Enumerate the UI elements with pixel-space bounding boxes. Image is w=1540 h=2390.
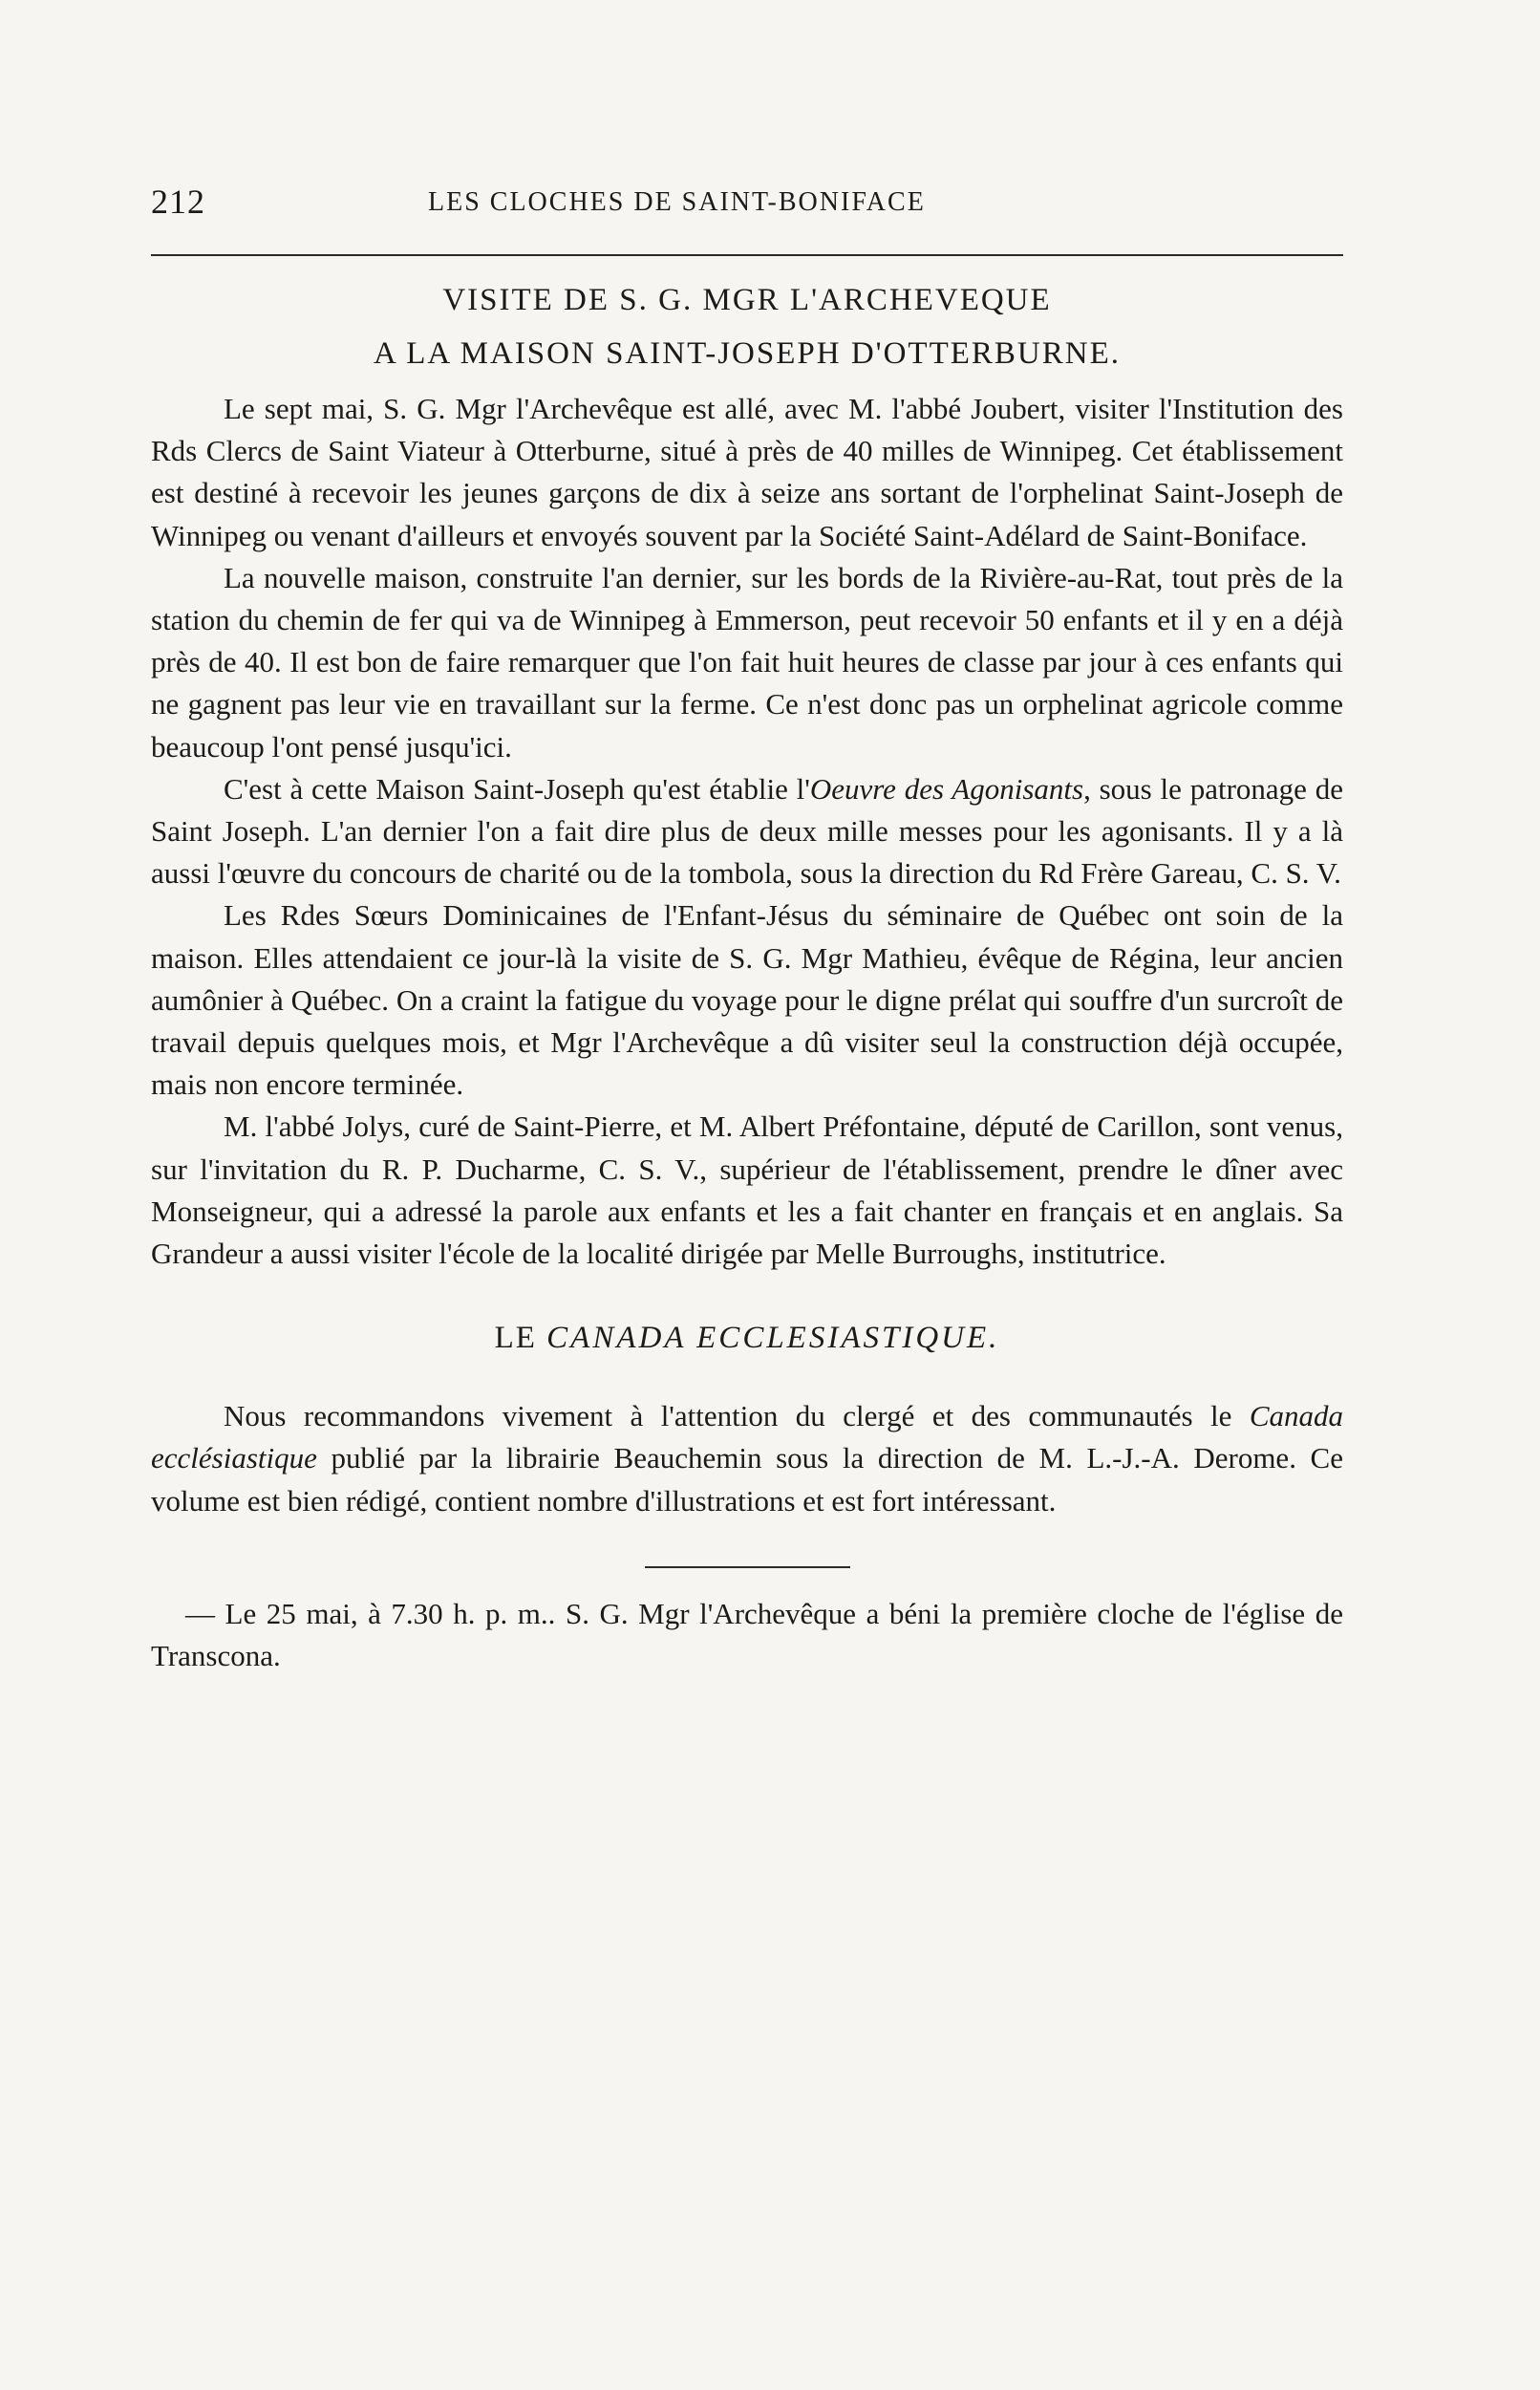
running-title: LES CLOCHES DE SAINT-BONIFACE (428, 187, 926, 217)
paragraph-3 (151, 768, 1343, 895)
section-title-italic: CANADA ECCLESIASTIQUE. (546, 1321, 1000, 1356)
paragraph-1: Le sept mai, S. G. Mgr l'Archevêque est allé, avec M. l'abbé Joubert, visiter l'Institution des Rds Clercs de Saint Viateur à Otterburne, situé à près de 40 milles de Winnipeg. Cet établissement est destiné à recevoir les jeunes garçons de dix à seize ans sortant de l'orphelinat Saint-Joseph de Winnipeg ou venant d'ailleurs et envoyés souvent par la Société Saint-Adélard de Saint-Boniface. (151, 392, 1343, 552)
canada-body (151, 1395, 1343, 1522)
canada-paragraph-text-a: Nous recommandons vivement à l'attention du clergé et des communautés le (224, 1399, 1250, 1433)
header-rule (151, 254, 1343, 256)
paragraph-4: Les Rdes Sœurs Dominicaines de l'Enfant-Jésus du séminaire de Québec ont soin de la maison. Elles attendaient ce jour-là la visite de S. G. Mgr Mathieu, évêque de Régina, leur ancien aumônier à Québec. On a craint la fatigue du voyage pour le digne prélat qui souffre d'un surcroît de travail depuis quelques mois, et Mgr l'Archevêque a dû visiter seul la construction déjà occupée, mais non encore terminée. (151, 898, 1343, 1102)
page (151, 182, 1343, 1677)
paragraph-5: M. l'abbé Jolys, curé de Saint-Pierre, et M. Albert Préfontaine, député de Carillon, sont venus, sur l'invitation du R. P. Ducharme, C. S. V., supérieur de l'établissement, prendre le dîner avec Monseigneur, qui a adressé la parole aux enfants et les a fait chanter en français et en anglais. Sa Grandeur a aussi visiter l'école de la localité dirigée par Melle Burroughs, institutrice. (151, 1109, 1343, 1271)
paragraph-2: La nouvelle maison, construite l'an dernier, sur les bords de la Rivière-au-Rat, tout près de la station du chemin de fer qui va de Winnipeg à Emmerson, peut recevoir 50 enfants et il y en a déjà près de 40. Il est bon de faire remarquer que l'on fait huit heures de classe par jour à ces enfants qui ne gagnent pas leur vie en travaillant sur la ferme. Ce n'est donc pas un orphelinat agricole comme beaucoup l'ont pensé jusqu'ici. (151, 560, 1343, 764)
oeuvre-title: Oeuvre des Agonisants (809, 771, 1084, 806)
note-text: — Le 25 mai, à 7.30 h. p. m.. S. G. Mgr l'Archevêque a béni la première cloche de l'église de Transcona. (151, 1596, 1343, 1672)
article-title-line-1: VISITE DE S. G. MGR L'ARCHEVEQUE (442, 283, 1052, 317)
canada-paragraph (151, 1395, 1343, 1522)
paragraph-3-text-a: C'est à cette Maison Saint-Joseph qu'est établie l' (224, 771, 810, 806)
page-number: 212 (151, 183, 205, 221)
book-title: Canada ecclésiastique (151, 1399, 1343, 1475)
canada-paragraph-text-b: publié par la librairie Beauchemin sous la direction de M. L.-J.-A. Derome. Ce volume est bien rédigé, contient nombre d'illustrations et est fort intéressant. (151, 1441, 1343, 1518)
article-body (151, 388, 1343, 1275)
separator-rule (645, 1566, 850, 1568)
section-title-canada (151, 1317, 1343, 1359)
section-title-prefix: LE (494, 1321, 547, 1356)
article-title-line-2: A LA MAISON SAINT-JOSEPH D'OTTERBURNE. (373, 336, 1122, 371)
paragraph-3-text-b: , sous le patronage de Saint Joseph. L'an dernier l'on a fait dire plus de deux mille messes pour les agonisants. Il y a là aussi l'œuvre du concours de charité ou de la tombola, sous la direction du Rd Frère Gareau, C. S. V. (151, 771, 1343, 891)
news-note (151, 1593, 1343, 1677)
running-head (151, 182, 1343, 227)
